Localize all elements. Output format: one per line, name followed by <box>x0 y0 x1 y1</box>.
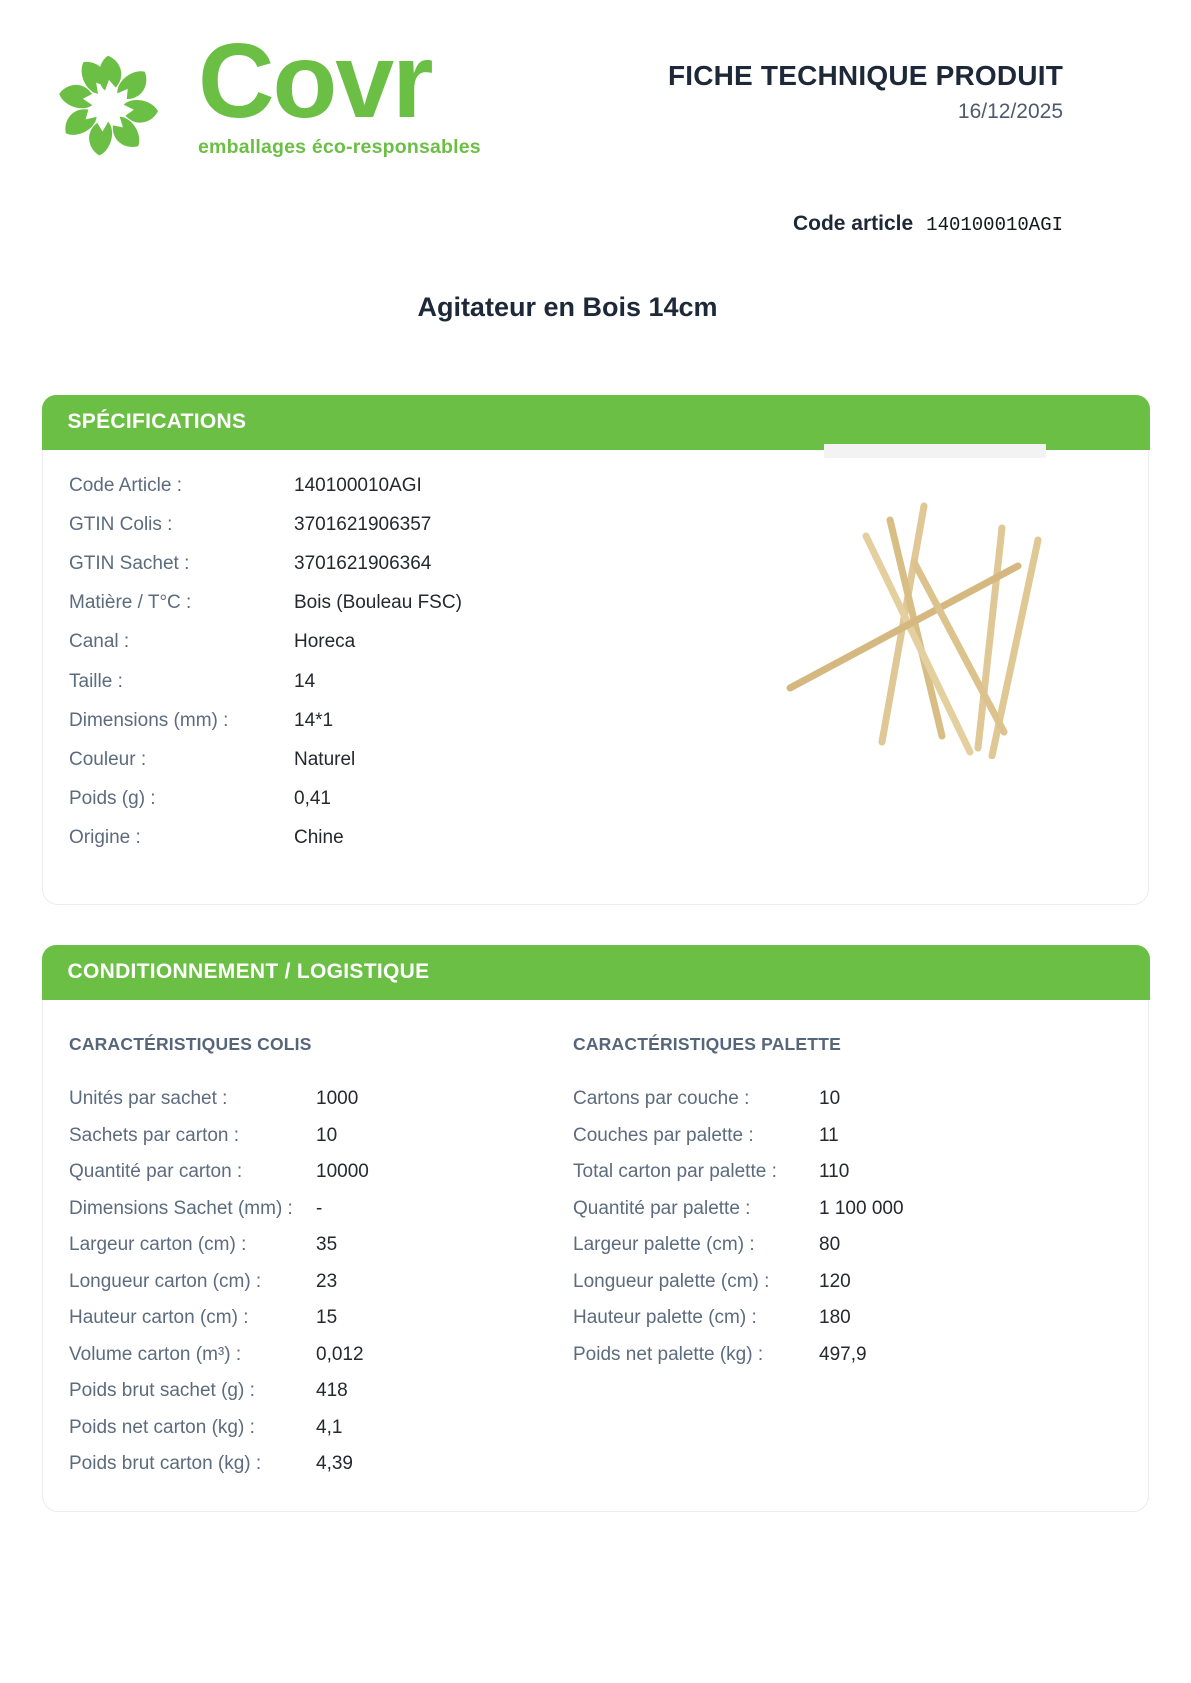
colis-value: 35 <box>316 1234 338 1256</box>
document-title: FICHE TECHNIQUE PRODUIT <box>667 60 1063 91</box>
spec-row <box>69 701 769 740</box>
spec-value: Chine <box>294 827 344 849</box>
colis-row <box>69 1446 549 1483</box>
palette-row <box>573 1081 1113 1118</box>
colis-row <box>69 1154 549 1191</box>
colis-row <box>69 1264 549 1301</box>
colis-value: 418 <box>316 1380 348 1402</box>
palette-value: 80 <box>819 1234 841 1256</box>
spec-row <box>69 819 769 858</box>
spec-row <box>69 466 769 505</box>
spec-value: 14*1 <box>294 709 334 731</box>
colis-label: Longueur carton (cm) : <box>69 1270 262 1292</box>
colis-rows <box>69 1081 549 1483</box>
spec-label: GTIN Colis : <box>69 513 173 535</box>
logistics-card <box>42 945 1149 1512</box>
specifications-title: SPÉCIFICATIONS <box>67 410 247 433</box>
colis-label: Unités par sachet : <box>69 1088 228 1110</box>
brand-tagline: emballages éco-responsables <box>198 136 481 158</box>
colis-row <box>69 1227 549 1264</box>
spec-label: Couleur : <box>69 748 147 770</box>
colis-value: 4,1 <box>316 1416 343 1438</box>
spec-row <box>69 623 769 662</box>
product-photo <box>766 444 1046 759</box>
spec-value: 3701621906364 <box>294 552 432 574</box>
palette-label: Longueur palette (cm) : <box>573 1270 770 1292</box>
palette-value: 1 100 000 <box>819 1197 904 1219</box>
colis-value: 10 <box>316 1124 338 1146</box>
colis-row <box>69 1118 549 1155</box>
palette-label: Hauteur palette (cm) : <box>573 1307 757 1329</box>
colis-column-title: CARACTÉRISTIQUES COLIS <box>69 1034 312 1054</box>
colis-label: Dimensions Sachet (mm) : <box>69 1197 293 1219</box>
spec-label: GTIN Sachet : <box>69 552 190 574</box>
spec-value: 140100010AGI <box>294 474 422 496</box>
palette-value: 10 <box>819 1088 841 1110</box>
colis-label: Largeur carton (cm) : <box>69 1234 247 1256</box>
spec-value: Horeca <box>294 631 356 653</box>
colis-value: 1000 <box>316 1088 359 1110</box>
palette-rows <box>573 1081 1113 1373</box>
colis-label: Hauteur carton (cm) : <box>69 1307 249 1329</box>
palette-row <box>573 1264 1113 1301</box>
palette-row <box>573 1118 1113 1155</box>
palette-value: 180 <box>819 1307 851 1329</box>
spec-row <box>69 544 769 583</box>
palette-row <box>573 1337 1113 1374</box>
palette-row <box>573 1227 1113 1264</box>
palette-value: 11 <box>819 1124 839 1146</box>
colis-value: 15 <box>316 1307 338 1329</box>
colis-column <box>69 1034 549 1483</box>
colis-value: 10000 <box>316 1161 369 1183</box>
colis-row <box>69 1300 549 1337</box>
document-heading <box>668 60 1063 124</box>
specifications-header-bar <box>42 395 1150 450</box>
palette-value: 110 <box>819 1161 850 1183</box>
palette-label: Total carton par palette : <box>573 1161 777 1183</box>
palette-label: Cartons par couche : <box>573 1088 750 1110</box>
logistics-header-bar <box>42 945 1150 1000</box>
spec-row <box>69 584 769 623</box>
colis-label: Sachets par carton : <box>69 1124 240 1146</box>
palette-label: Quantité par palette : <box>573 1197 751 1219</box>
colis-row <box>69 1081 549 1118</box>
spec-label: Code Article : <box>69 474 182 496</box>
colis-row <box>69 1373 549 1410</box>
product-title: Agitateur en Bois 14cm <box>417 292 718 322</box>
colis-label: Volume carton (m³) : <box>69 1343 242 1365</box>
spec-label: Origine : <box>69 827 141 849</box>
colis-value: 4,39 <box>316 1453 353 1475</box>
spec-value: Naturel <box>294 748 356 770</box>
code-article-label: Code article <box>792 212 914 235</box>
palette-label: Largeur palette (cm) : <box>573 1234 755 1256</box>
palette-label: Couches par palette : <box>573 1124 754 1146</box>
spec-row <box>69 780 769 819</box>
palette-column-title: CARACTÉRISTIQUES PALETTE <box>573 1034 841 1054</box>
code-article-row <box>793 212 1063 236</box>
spec-label: Matière / T°C : <box>69 592 192 614</box>
spec-label: Poids (g) : <box>69 788 156 810</box>
colis-label: Poids brut carton (kg) : <box>69 1453 262 1475</box>
palette-row <box>573 1154 1113 1191</box>
code-article-value: 140100010AGI <box>926 214 1063 236</box>
colis-row <box>69 1191 549 1228</box>
spec-row <box>69 662 769 701</box>
spec-value: Bois (Bouleau FSC) <box>294 592 462 614</box>
colis-label: Quantité par carton : <box>69 1161 243 1183</box>
palette-row <box>573 1191 1113 1228</box>
specifications-card <box>42 395 1149 905</box>
spec-label: Dimensions (mm) : <box>69 709 229 731</box>
spec-value: 3701621906357 <box>294 513 432 535</box>
logistics-title: CONDITIONNEMENT / LOGISTIQUE <box>67 960 430 983</box>
colis-value: - <box>316 1197 323 1219</box>
colis-row <box>69 1410 549 1447</box>
colis-label: Poids brut sachet (g) : <box>69 1380 255 1402</box>
palette-value: 120 <box>819 1270 851 1292</box>
colis-label: Poids net carton (kg) : <box>69 1416 255 1438</box>
spec-label: Canal : <box>69 631 130 653</box>
specifications-rows <box>69 466 769 858</box>
palette-row <box>573 1300 1113 1337</box>
colis-value: 23 <box>316 1270 338 1292</box>
spec-value: 0,41 <box>294 788 331 810</box>
spec-row <box>69 740 769 779</box>
leaf-ring-icon <box>50 46 166 166</box>
spec-value: 14 <box>294 670 316 692</box>
brand-block <box>198 22 481 159</box>
colis-row <box>69 1337 549 1374</box>
colis-value: 0,012 <box>316 1343 364 1365</box>
spec-label: Taille : <box>69 670 123 692</box>
palette-value: 497,9 <box>819 1343 867 1365</box>
spec-row <box>69 505 769 544</box>
brand-name: Covr <box>198 22 432 140</box>
palette-column <box>573 1034 1113 1373</box>
document-date: 16/12/2025 <box>957 100 1063 123</box>
palette-label: Poids net palette (kg) : <box>573 1343 764 1365</box>
